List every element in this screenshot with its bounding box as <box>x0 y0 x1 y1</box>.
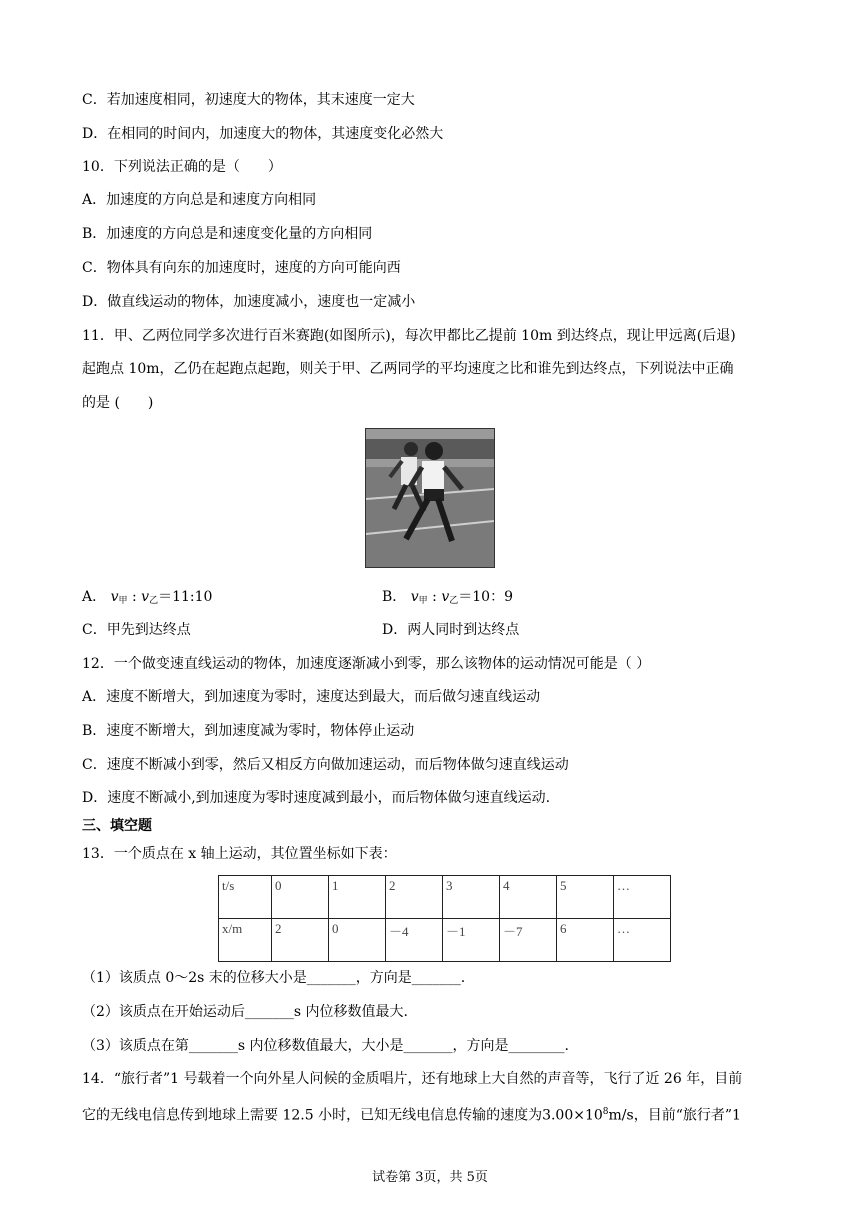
q10-option-d: D．做直线运动的物体，加速度减小，速度也一定减小 <box>82 294 416 310</box>
table-cell: 3 <box>443 876 500 919</box>
q12-option-c: C．速度不断减小到零，然后又相反方向做加速运动，而后物体做匀速直线运动 <box>82 757 569 773</box>
q13-sub1: （1）该质点 0～2s 末的位移大小是_______，方向是_______. <box>82 970 466 986</box>
runners-photo <box>365 428 495 568</box>
table-cell: 2 <box>386 876 443 919</box>
q11-stem-line3: 的是 ( ) <box>82 395 154 411</box>
q12-option-a: A．速度不断增大，到加速度为零时，速度达到最大，而后做匀速直线运动 <box>82 689 541 705</box>
q13-sub3: （3）该质点在第_______s 内位移数值最大，大小是_______，方向是________. <box>82 1038 569 1054</box>
q13-stem: 13．一个质点在 x 轴上运动，其位置坐标如下表： <box>82 846 397 862</box>
q10-option-b: B．加速度的方向总是和速度变化量的方向相同 <box>82 226 373 242</box>
table-cell: … <box>614 876 671 919</box>
table-cell: 6 <box>557 919 614 962</box>
table-cell: －4 <box>386 919 443 962</box>
q9-option-d: D．在相同的时间内，加速度大的物体，其速度变化必然大 <box>82 126 444 142</box>
q11-option-d: D．两人同时到达终点 <box>382 622 520 638</box>
section-heading: 三、填空题 <box>82 818 152 834</box>
table-cell: t/s <box>219 876 272 919</box>
table-cell: x/m <box>219 919 272 962</box>
q10-option-c: C．物体具有向东的加速度时，速度的方向可能向西 <box>82 260 401 276</box>
q13-sub2: （2）该质点在开始运动后_______s 内位移数值最大. <box>82 1004 408 1020</box>
q14-line1: 14．“旅行者”1 号载着一个向外星人问候的金质唱片，还有地球上大自然的声音等，飞行了近 26 年，目前 <box>82 1071 743 1087</box>
table-row-position <box>219 919 671 962</box>
q12-option-b: B．速度不断增大，到加速度减为零时，物体停止运动 <box>82 723 415 739</box>
table-cell: 4 <box>500 876 557 919</box>
table-cell: 2 <box>272 919 329 962</box>
table-cell: 5 <box>557 876 614 919</box>
q9-option-c: C．若加速度相同，初速度大的物体，其末速度一定大 <box>82 92 415 108</box>
position-table <box>218 875 671 962</box>
q12-stem: 12．一个做变速直线运动的物体，加速度逐渐减小到零，那么该物体的运动情况可能是（ ） <box>82 656 651 672</box>
table-cell: －1 <box>443 919 500 962</box>
q11-option-c: C．甲先到达终点 <box>82 622 191 638</box>
q10-stem: 10．下列说法正确的是（ ） <box>82 159 282 175</box>
q11-stem-line2: 起跑点 10m，乙仍在起跑点起跑，则关于甲、乙两同学的平均速度之比和谁先到达终点，下列说法中正确 <box>82 361 734 377</box>
q14-line2: 它的无线电信息传到地球上需要 12.5 小时，已知无线电信息传输的速度为$3.00\times 10^8m/s$，目前“旅行者”1 <box>82 1107 741 1124</box>
table-cell: 0 <box>329 919 386 962</box>
runners-photo-image <box>366 429 494 567</box>
page-footer: 试卷第 3页，共 5页 <box>372 1170 488 1185</box>
q11-stem-line1: 11．甲、乙两位同学多次进行百米赛跑(如图所示)，每次甲都比乙提前 10m 到达终点，现让甲远离(后退) <box>82 328 736 344</box>
q10-option-a: A．加速度的方向总是和速度方向相同 <box>82 192 317 208</box>
table-cell: 1 <box>329 876 386 919</box>
table-cell: －7 <box>500 919 557 962</box>
table-cell: 0 <box>272 876 329 919</box>
q12-option-d: D．速度不断减小,到加速度为零时速度减到最小，而后物体做匀速直线运动. <box>82 790 551 806</box>
q11-option-b: B． $v_甲$ : $v_乙=10$：9 <box>382 589 513 606</box>
q11-option-a: A． $v_甲$ : $v_乙=11:10$ <box>82 589 213 606</box>
table-row-time <box>219 876 671 919</box>
table-cell: … <box>614 919 671 962</box>
